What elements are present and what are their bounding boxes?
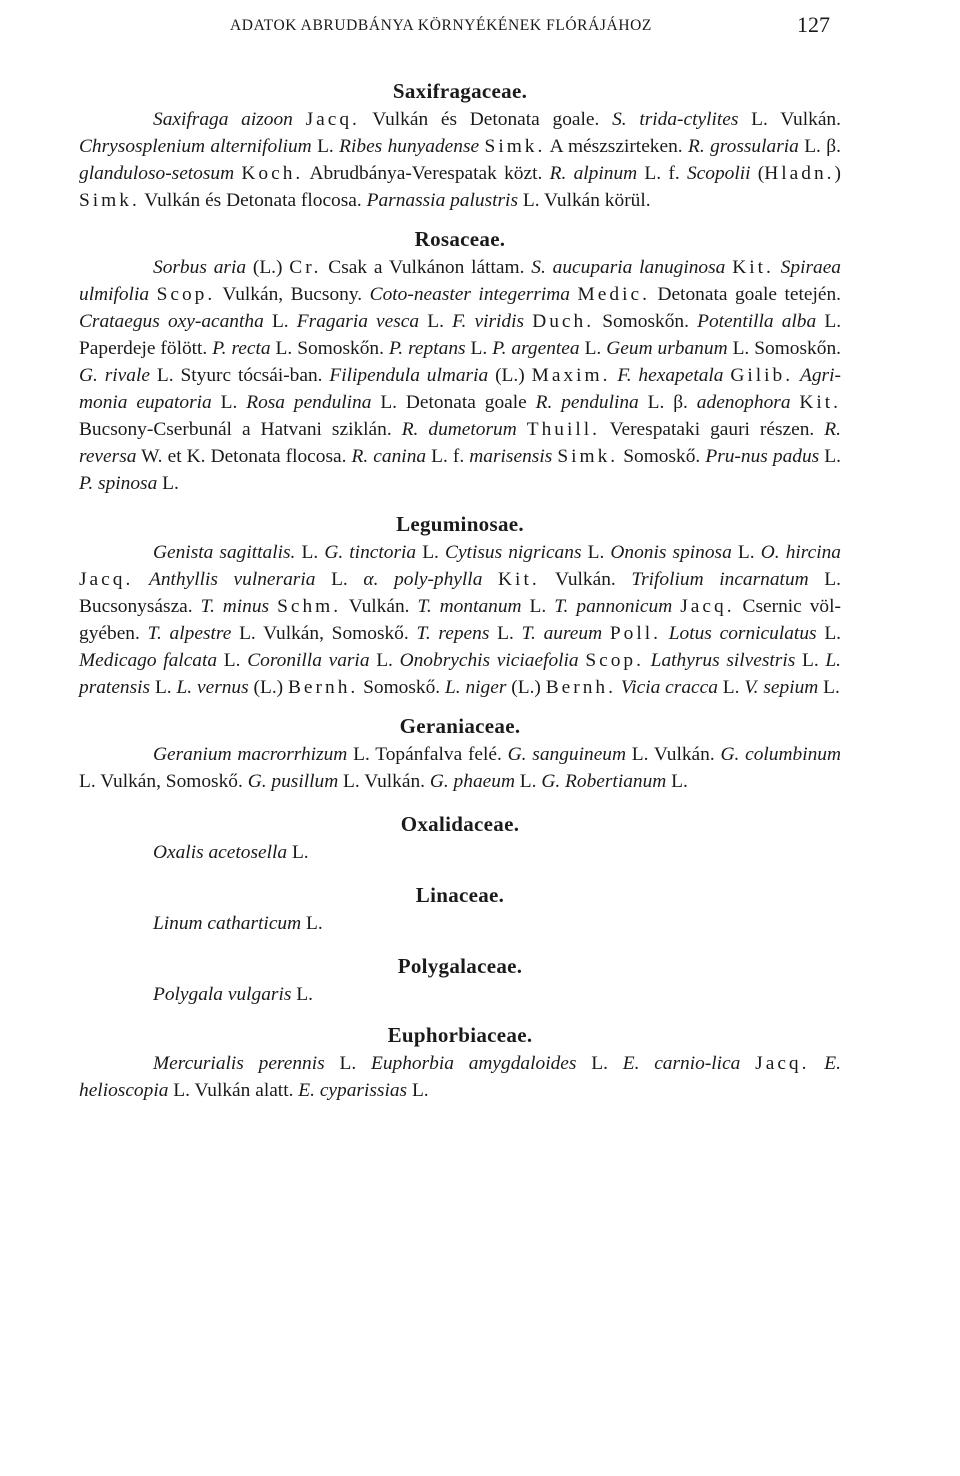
author-abbrev: Simk. bbox=[484, 136, 546, 157]
text-run: L. bbox=[819, 446, 841, 467]
taxon-name: G. rivale bbox=[79, 365, 150, 386]
text-run: L. bbox=[295, 542, 325, 563]
running-head: ADATOK ABRUDBÁNYA KÖRNYÉKÉNEK FLÓRÁJÁHOZ bbox=[230, 17, 652, 34]
text-run: L. Vulkán alatt. bbox=[168, 1080, 299, 1101]
taxon-name: Euphorbia amygdaloides bbox=[370, 1053, 577, 1074]
text-run: L. bbox=[816, 623, 842, 644]
family-section bbox=[79, 951, 841, 1008]
author-abbrev: Kit. bbox=[732, 257, 774, 278]
taxon-name: G. Robertianum bbox=[541, 771, 667, 792]
author-abbrev: Cr. bbox=[289, 257, 322, 278]
taxon-name: Parnassia palustris bbox=[366, 190, 518, 211]
section-gap bbox=[79, 937, 841, 951]
taxon-name: S. trida-ctylites bbox=[612, 109, 739, 130]
author-abbrev: Poll. bbox=[609, 623, 661, 644]
text-run: ) bbox=[834, 163, 841, 184]
text-run: Verespataki gauri részen. bbox=[599, 419, 825, 440]
taxon-name: R. dumetorum bbox=[401, 419, 517, 440]
taxon-name: Chrysosplenium alternifolium bbox=[79, 136, 312, 157]
text-run: L. bbox=[419, 311, 453, 332]
family-section bbox=[79, 76, 841, 214]
text-run: L. Vulkán, Somoskő. bbox=[231, 623, 417, 644]
text-run bbox=[133, 569, 149, 590]
text-run: Vulkán. bbox=[539, 569, 632, 590]
taxon-name: Anthyllis vulneraria bbox=[148, 569, 316, 590]
text-run: L. bbox=[666, 771, 688, 792]
text-run: (L.) bbox=[506, 677, 546, 698]
family-heading: Saxifragaceae. bbox=[392, 79, 528, 103]
taxon-name: T. repens bbox=[416, 623, 490, 644]
author-abbrev: Jacq. bbox=[755, 1053, 810, 1074]
taxon-name: Sorbus aria bbox=[153, 257, 247, 278]
text-run: (L.) bbox=[488, 365, 532, 386]
family-section bbox=[79, 224, 841, 497]
taxon-name: adenophora bbox=[696, 392, 791, 413]
taxon-name: E. helioscopia bbox=[79, 1053, 841, 1101]
text-run: Csak a Vulkánon láttam. bbox=[321, 257, 532, 278]
family-section bbox=[79, 711, 841, 795]
text-run: W. et K. Detonata flocosa. bbox=[136, 446, 352, 467]
page-header bbox=[230, 12, 830, 38]
taxon-name: G. pusillum bbox=[247, 771, 339, 792]
text-run: (L.) bbox=[246, 257, 290, 278]
family-heading: Oxalidaceae. bbox=[400, 812, 520, 836]
page-number: 127 bbox=[797, 12, 830, 37]
author-abbrev: Jacq. bbox=[79, 569, 134, 590]
text-run bbox=[570, 284, 578, 305]
text-run: L. bbox=[521, 596, 555, 617]
section-gap bbox=[79, 795, 841, 809]
text-run: Vulkán és Detonata flocosa. bbox=[139, 190, 367, 211]
species-paragraph bbox=[79, 741, 841, 795]
text-run: L. β. bbox=[638, 392, 697, 413]
species-paragraph bbox=[79, 839, 841, 866]
text-run: L. Paperdeje fölött. bbox=[79, 311, 842, 359]
text-run bbox=[644, 650, 651, 671]
taxon-name: F. viridis bbox=[452, 311, 525, 332]
text-run: L. bbox=[579, 338, 607, 359]
taxon-name: P. recta bbox=[212, 338, 271, 359]
author-abbrev: Kit. bbox=[498, 569, 540, 590]
family-heading: Polygalaceae. bbox=[397, 954, 523, 978]
author-abbrev: Gilib. bbox=[730, 365, 794, 386]
text-run: L. bbox=[514, 771, 542, 792]
taxon-name: S. aucuparia lanuginosa bbox=[531, 257, 726, 278]
family-heading: Linaceae. bbox=[415, 883, 505, 907]
text-run: L. f. bbox=[426, 446, 470, 467]
section-gap bbox=[79, 866, 841, 880]
text-run: ( bbox=[750, 163, 765, 184]
taxon-name: R. grossularia bbox=[688, 136, 799, 157]
text-run: Bucsony-Cserbunál a Hatvani sziklán. bbox=[79, 419, 402, 440]
text-run bbox=[269, 596, 277, 617]
text-run: L. bbox=[731, 542, 761, 563]
family-heading: Geraniaceae. bbox=[399, 714, 521, 738]
text-run: (L.) bbox=[248, 677, 288, 698]
taxon-name: α. poly-phylla bbox=[363, 569, 483, 590]
author-abbrev: Kit. bbox=[799, 392, 842, 413]
taxon-name: E. carnio-lica bbox=[622, 1053, 741, 1074]
text-run: Abrudbánya-Verespatak közt. bbox=[303, 163, 550, 184]
taxon-name: Coronilla varia bbox=[247, 650, 370, 671]
document-body bbox=[79, 76, 841, 1104]
text-run: Vulkán és Detonata goale. bbox=[359, 109, 613, 130]
author-abbrev: Koch. bbox=[241, 163, 304, 184]
taxon-name: R. alpinum bbox=[549, 163, 638, 184]
family-heading: Rosaceae. bbox=[414, 227, 506, 251]
text-run: L. bbox=[287, 842, 309, 863]
author-abbrev: Duch. bbox=[532, 311, 595, 332]
text-run: L. bbox=[324, 1053, 371, 1074]
species-paragraph bbox=[79, 981, 841, 1008]
taxon-name: F. hexapetala bbox=[617, 365, 724, 386]
text-run: L. bbox=[795, 650, 826, 671]
text-run: L. Styurc tócsái-ban. bbox=[149, 365, 330, 386]
taxon-name: Coto-neaster integerrima bbox=[369, 284, 570, 305]
section-gap bbox=[79, 1008, 841, 1020]
text-run bbox=[149, 284, 157, 305]
text-run: Csernic völ-gyében. bbox=[79, 596, 841, 644]
taxon-name: Medicago falcata bbox=[79, 650, 218, 671]
text-run: L. bbox=[211, 392, 247, 413]
author-abbrev: Thuill. bbox=[526, 419, 600, 440]
text-run: L. bbox=[150, 677, 177, 698]
taxon-name: T. alpestre bbox=[147, 623, 232, 644]
taxon-name: marisensis bbox=[469, 446, 553, 467]
text-run bbox=[293, 109, 306, 130]
taxon-name: Ononis spinosa bbox=[610, 542, 732, 563]
taxon-name: G. tinctoria bbox=[324, 542, 417, 563]
taxon-name: Filipendula ulmaria bbox=[329, 365, 489, 386]
text-run: L. Somoskőn. bbox=[270, 338, 389, 359]
family-section bbox=[79, 880, 841, 937]
taxon-name: R. canina bbox=[351, 446, 427, 467]
text-run: Vulkán. bbox=[341, 596, 418, 617]
text-run: L. bbox=[369, 650, 400, 671]
taxon-name: Geum urbanum bbox=[606, 338, 728, 359]
text-run: L. f. bbox=[637, 163, 687, 184]
taxon-name: Potentilla alba bbox=[697, 311, 817, 332]
text-run: L. bbox=[291, 984, 313, 1005]
family-heading: Euphorbiaceae. bbox=[387, 1023, 533, 1047]
species-paragraph bbox=[79, 910, 841, 937]
author-abbrev: Simk. bbox=[557, 446, 619, 467]
author-abbrev: Jacq. bbox=[680, 596, 735, 617]
text-run: L. bbox=[465, 338, 493, 359]
taxon-name: Crataegus oxy-acantha bbox=[79, 311, 264, 332]
text-run: L. bbox=[157, 473, 179, 494]
taxon-name: Scopolii bbox=[686, 163, 751, 184]
family-section bbox=[79, 1020, 841, 1104]
text-run: L. bbox=[818, 677, 840, 698]
taxon-name: P. reptans bbox=[388, 338, 466, 359]
text-run: L. bbox=[301, 913, 323, 934]
author-abbrev: Medic. bbox=[577, 284, 650, 305]
text-run: L. Vulkán, Somoskő. bbox=[79, 771, 248, 792]
text-run: L. bbox=[489, 623, 522, 644]
text-run: L. Vulkán körül. bbox=[518, 190, 651, 211]
taxon-name: G. phaeum bbox=[429, 771, 515, 792]
text-run bbox=[524, 311, 532, 332]
taxon-name: R. pendulina bbox=[535, 392, 639, 413]
taxon-name: Fragaria vesca bbox=[296, 311, 420, 332]
taxon-name: L. vernus bbox=[176, 677, 249, 698]
taxon-name: R. reversa bbox=[79, 419, 841, 467]
text-run: L. bbox=[311, 136, 340, 157]
taxon-name: Rosa pendulina bbox=[246, 392, 372, 413]
species-paragraph bbox=[79, 254, 841, 497]
text-run bbox=[793, 365, 800, 386]
text-run: L. bbox=[581, 542, 611, 563]
text-run: L. bbox=[263, 311, 297, 332]
taxon-name: Onobrychis viciaefolia bbox=[399, 650, 579, 671]
taxon-name: T. minus bbox=[200, 596, 270, 617]
text-run bbox=[809, 1053, 824, 1074]
text-run: Detonata goale tetején. bbox=[649, 284, 841, 305]
taxon-name: Pru-nus padus bbox=[705, 446, 820, 467]
taxon-name: Spiraea ulmifolia bbox=[79, 257, 841, 305]
text-run: L. bbox=[416, 542, 446, 563]
taxon-name: G. sanguineum bbox=[507, 744, 627, 765]
author-abbrev: Schm. bbox=[277, 596, 342, 617]
taxon-name: Mercurialis perennis bbox=[153, 1053, 325, 1074]
text-run: L. Detonata goale bbox=[371, 392, 536, 413]
family-section bbox=[79, 809, 841, 866]
family-heading: Leguminosae. bbox=[396, 512, 524, 536]
author-abbrev: Scop. bbox=[585, 650, 644, 671]
taxon-name: T. pannonicum bbox=[554, 596, 673, 617]
taxon-name: Trifolium incarnatum bbox=[631, 569, 809, 590]
text-run: Vulkán, Bucsony. bbox=[215, 284, 370, 305]
text-run: L. bbox=[315, 569, 364, 590]
species-paragraph bbox=[79, 106, 841, 214]
taxon-name: Vicia cracca bbox=[620, 677, 718, 698]
taxon-name: L. niger bbox=[445, 677, 507, 698]
author-abbrev: Maxim. bbox=[531, 365, 611, 386]
taxon-name: O. hircina bbox=[760, 542, 841, 563]
text-run bbox=[774, 257, 781, 278]
taxon-name: Genista sagittalis. bbox=[153, 542, 296, 563]
author-abbrev: Jacq. bbox=[305, 109, 360, 130]
family-section bbox=[79, 509, 841, 701]
section-gap bbox=[79, 214, 841, 224]
text-run: L. Somoskőn. bbox=[727, 338, 841, 359]
text-run: A mészszirteken. bbox=[545, 136, 689, 157]
text-run: L. β. bbox=[798, 136, 841, 157]
text-run bbox=[602, 623, 610, 644]
text-run: Somoskő. bbox=[618, 446, 706, 467]
taxon-name: Polygala vulgaris bbox=[153, 984, 292, 1005]
taxon-name: Linum catharticum bbox=[153, 913, 302, 934]
taxon-name: Agri-monia eupatoria bbox=[79, 365, 841, 413]
text-run: L. bbox=[717, 677, 745, 698]
text-run: Somoskő. bbox=[358, 677, 445, 698]
text-run bbox=[482, 569, 498, 590]
taxon-name: V. sepium bbox=[744, 677, 819, 698]
text-run: L. bbox=[576, 1053, 623, 1074]
taxon-name: Oxalis acetosella bbox=[153, 842, 288, 863]
taxon-name: Lotus corniculatus bbox=[668, 623, 817, 644]
text-run bbox=[740, 1053, 755, 1074]
author-abbrev: Simk. bbox=[79, 190, 140, 211]
author-abbrev: Hladn. bbox=[764, 163, 835, 184]
species-paragraph bbox=[79, 1050, 841, 1104]
species-paragraph bbox=[79, 539, 841, 701]
taxon-name: L. pratensis bbox=[79, 650, 842, 698]
author-abbrev: Scop. bbox=[156, 284, 216, 305]
section-gap bbox=[79, 701, 841, 711]
text-run: L. Vulkán. bbox=[626, 744, 721, 765]
text-run: L. bbox=[217, 650, 248, 671]
taxon-name: E. cyparissias bbox=[298, 1080, 408, 1101]
text-run: L. Vulkán. bbox=[738, 109, 841, 130]
author-abbrev: Bernh. bbox=[545, 677, 616, 698]
taxon-name: P. argentea bbox=[492, 338, 580, 359]
taxon-name: T. montanum bbox=[417, 596, 522, 617]
section-gap bbox=[79, 497, 841, 509]
text-run: L. Vulkán. bbox=[338, 771, 430, 792]
taxon-name: Lathyrus silvestris bbox=[650, 650, 796, 671]
taxon-name: Ribes hunyadense bbox=[339, 136, 480, 157]
taxon-name: G. columbinum bbox=[720, 744, 841, 765]
text-run: L. Topánfalva felé. bbox=[347, 744, 508, 765]
text-run bbox=[517, 419, 527, 440]
text-run: Somoskőn. bbox=[594, 311, 698, 332]
taxon-name: Geranium macrorrhizum bbox=[153, 744, 348, 765]
taxon-name: Cytisus nigricans bbox=[445, 542, 582, 563]
taxon-name: glanduloso-setosum bbox=[79, 163, 235, 184]
text-run bbox=[661, 623, 669, 644]
text-run: L. Bucsonysásza. bbox=[79, 569, 841, 617]
taxon-name: P. spinosa bbox=[79, 473, 158, 494]
taxon-name: Saxifraga aizoon bbox=[153, 109, 293, 130]
text-run: L. bbox=[407, 1080, 429, 1101]
author-abbrev: Bernh. bbox=[288, 677, 359, 698]
taxon-name: T. aureum bbox=[521, 623, 603, 644]
